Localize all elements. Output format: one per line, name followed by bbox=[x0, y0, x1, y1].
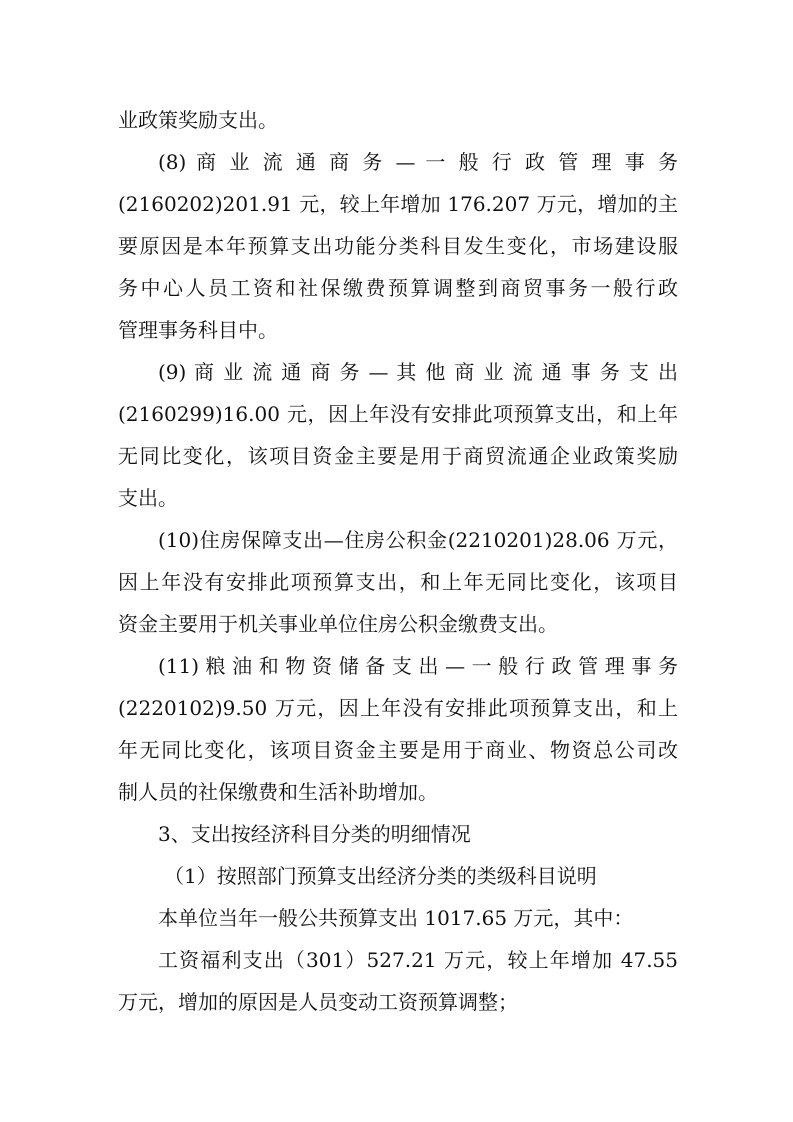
paragraph-line: 年无同比变化，该项目资金主要是用于商业、物资总公司改 bbox=[118, 738, 678, 762]
subsection-heading: （1）按照部门预算支出经济分类的类级科目说明 bbox=[164, 864, 597, 888]
paragraph-line: 万元，增加的原因是人员变动工资预算调整； bbox=[118, 990, 518, 1014]
paragraph-line: 支出。 bbox=[118, 486, 178, 510]
paragraph-line: (2160299)16.00 元，因上年没有安排此项预算支出，和上年 bbox=[118, 402, 678, 426]
paragraph-line: 要原因是本年预算支出功能分类科目发生变化，市场建设服 bbox=[118, 234, 678, 258]
paragraph-line: 因上年没有安排此项预算支出，和上年无同比变化，该项目 bbox=[118, 570, 678, 594]
paragraph-line: 无同比变化，该项目资金主要是用于商贸流通企业政策奖励 bbox=[118, 444, 678, 468]
paragraph-line: 资金主要用于机关事业单位住房公积金缴费支出。 bbox=[118, 612, 558, 636]
paragraph-line: (8) 商 业 流 通 商 务 — 一 般 行 政 管 理 事 务 bbox=[158, 150, 678, 174]
paragraph-line: (9) 商 业 流 通 商 务 — 其 他 商 业 流 通 事 务 支 出 bbox=[158, 360, 678, 384]
paragraph-line: 本单位当年一般公共预算支出 1017.65 万元，其中： bbox=[158, 906, 634, 930]
paragraph-line: 务中心人员工资和社保缴费预算调整到商贸事务一般行政 bbox=[118, 276, 678, 300]
paragraph-line: 管理事务科目中。 bbox=[118, 318, 278, 342]
paragraph-line: (11) 粮 油 和 物 资 储 备 支 出 — 一 般 行 政 管 理 事 务 bbox=[158, 654, 678, 678]
paragraph-line: 制人员的社保缴费和生活补助增加。 bbox=[118, 780, 438, 804]
paragraph-line: (10)住房保障支出—住房公积金(2210201)28.06 万元， bbox=[158, 528, 678, 552]
section-heading: 3、支出按经济科目分类的明细情况 bbox=[158, 822, 471, 846]
paragraph-line: 业政策奖励支出。 bbox=[118, 108, 278, 132]
paragraph-line: (2220102)9.50 万元，因上年没有安排此项预算支出，和上 bbox=[118, 696, 678, 720]
paragraph-line: (2160202)201.91 元，较上年增加 176.207 万元，增加的主 bbox=[118, 192, 678, 216]
paragraph-line: 工资福利支出（301）527.21 万元，较上年增加 47.55 bbox=[158, 948, 678, 972]
